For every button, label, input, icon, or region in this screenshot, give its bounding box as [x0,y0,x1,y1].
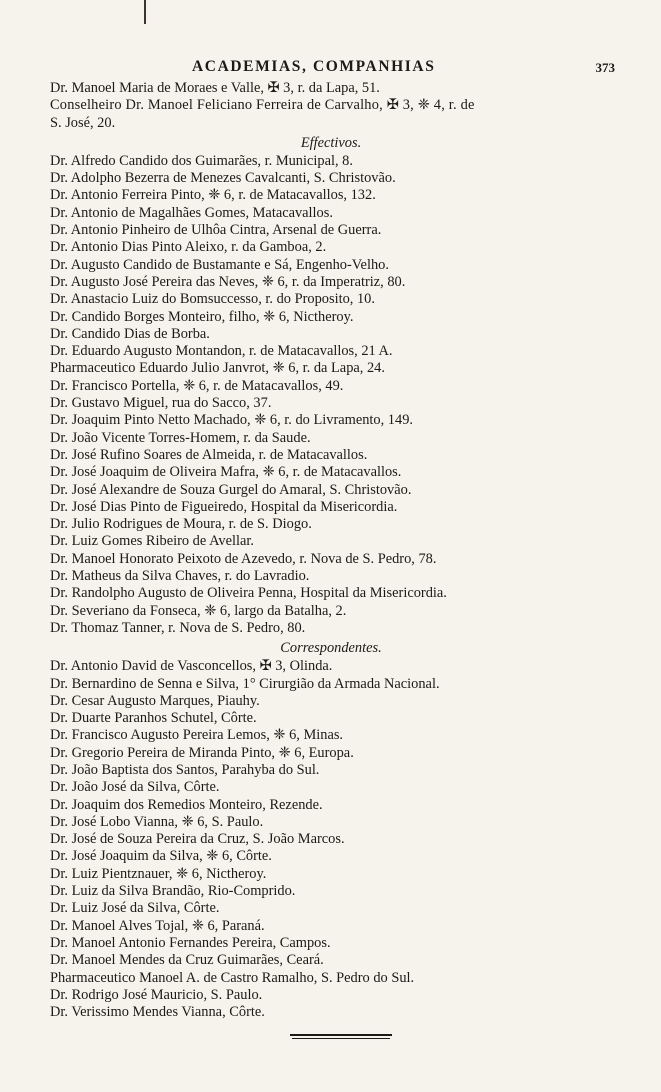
list-item: Dr. Luiz Pientznauer, ❈ 6, Nictheroy. [50,865,267,882]
list-item: Dr. João Baptista dos Santos, Parahyba do Sul. [50,761,320,778]
top-lines [50,80,612,132]
list-item: Dr. Manoel Honorato Peixoto de Azevedo, r. Nova de S. Pedro, 78. [50,550,437,567]
list-item: Dr. Manoel Antonio Fernandes Pereira, Campos. [50,934,331,951]
list-item: Dr. José Rufino Soares de Almeida, r. de Matacavallos. [50,446,368,463]
list-item: Pharmaceutico Manoel A. de Castro Ramalho, S. Pedro do Sul. [50,969,415,986]
list-item: Dr. José Joaquim da Silva, ❈ 6, Côrte. [50,848,272,865]
list-item: Dr. Alfredo Candido dos Guimarães, r. Municipal, 8. [50,152,353,169]
effectivos-list [50,153,612,637]
list-item: Dr. Luiz da Silva Brandão, Rio-Comprido. [50,883,296,900]
list-item: Dr. Antonio David de Vasconcellos, ✠ 3, Olinda. [50,658,333,675]
list-item: Dr. Luiz Gomes Ribeiro de Avellar. [50,533,254,550]
list-item: Dr. João José da Silva, Côrte. [50,779,220,796]
entry-line: S. José, 20. [50,114,116,131]
closing-rule-thin [292,1038,390,1039]
list-item: Dr. Francisco Augusto Pereira Lemos, ❈ 6, Minas. [50,727,344,744]
list-item: Dr. Antonio Ferreira Pinto, ❈ 6, r. de Matacavallos, 132. [50,187,376,204]
list-item: Dr. Cesar Augusto Marques, Piauhy. [50,692,260,709]
list-item: Dr. Matheus da Silva Chaves, r. do Lavradio. [50,568,310,585]
document-page [50,58,615,1039]
list-item: Dr. Antonio Pinheiro de Ulhôa Cintra, Arsenal de Guerra. [50,222,382,239]
closing-rule [290,1034,392,1036]
list-item: Dr. Thomaz Tanner, r. Nova de S. Pedro, 80. [50,619,306,636]
entry-line: Conselheiro Dr. Manoel Feliciano Ferreira de Carvalho, ✠ 3, ❈ 4, r. de [50,97,475,114]
list-item: Dr. José Joaquim de Oliveira Mafra, ❈ 6, r. de Matacavallos. [50,464,402,481]
list-item: Dr. José Lobo Vianna, ❈ 6, S. Paulo. [50,813,264,830]
list-item: Dr. João Vicente Torres-Homem, r. da Saude. [50,429,311,446]
list-item: Dr. Joaquim Pinto Netto Machado, ❈ 6, r. do Livramento, 149. [50,412,413,429]
entry-line: Dr. Manoel Maria de Moraes e Valle, ✠ 3, r. da Lapa, 51. [50,80,380,96]
list-item: Dr. Candido Borges Monteiro, filho, ❈ 6, Nictheroy. [50,308,354,325]
list-item: Dr. Julio Rodrigues de Moura, r. de S. Diogo. [50,516,312,533]
list-item: Dr. Bernardino de Senna e Silva, 1° Cirurgião da Armada Nacional. [50,675,440,692]
list-item: Dr. Duarte Paranhos Schutel, Côrte. [50,710,257,727]
running-title: ACADEMIAS, COMPANHIAS [192,58,436,75]
list-item: Dr. Augusto José Pereira das Neves, ❈ 6, r. da Imperatriz, 80. [50,273,406,290]
list-item: Dr. José Dias Pinto de Figueiredo, Hospital da Misericordia. [50,498,398,515]
section-heading-correspondentes: Correspondentes. [280,640,382,657]
list-item: Dr. Gregorio Pereira de Miranda Pinto, ❈ 6, Europa. [50,744,354,761]
list-item: Dr. Augusto Candido de Bustamante e Sá, Engenho-Velho. [50,256,389,273]
section-heading-effectivos: Effectivos. [300,134,362,151]
list-item: Dr. Verissimo Mendes Vianna, Côrte. [50,1004,265,1021]
list-item: Dr. Adolpho Bezerra de Menezes Cavalcanti, S. Christovão. [50,170,396,187]
list-item: Dr. Anastacio Luiz do Bomsuccesso, r. do Proposito, 10. [50,291,375,308]
list-item: Dr. Manoel Alves Tojal, ❈ 6, Paraná. [50,917,265,934]
list-item: Dr. Antonio Dias Pinto Aleixo, r. da Gamboa, 2. [50,239,327,256]
list-item: Dr. Joaquim dos Remedios Monteiro, Rezende. [50,796,323,813]
list-item: Dr. Randolpho Augusto de Oliveira Penna, Hospital da Misericordia. [50,585,447,602]
list-item: Dr. Francisco Portella, ❈ 6, r. de Matacavallos, 49. [50,377,344,394]
list-item: Dr. Eduardo Augusto Montandon, r. de Matacavallos, 21 A. [50,343,393,360]
list-item: Dr. Rodrigo José Mauricio, S. Paulo. [50,986,263,1003]
correspondentes-list [50,658,612,1021]
list-item: Dr. Candido Dias de Borba. [50,325,210,342]
list-item: Dr. José de Souza Pereira da Cruz, S. João Marcos. [50,831,345,848]
page-header [50,58,615,80]
list-item: Dr. Luiz José da Silva, Côrte. [50,900,220,917]
list-item: Dr. Severiano da Fonseca, ❈ 6, largo da Batalha, 2. [50,602,347,619]
list-item: Dr. José Alexandre de Souza Gurgel do Amaral, S. Christovão. [50,481,412,498]
list-item: Pharmaceutico Eduardo Julio Janvrot, ❈ 6, r. da Lapa, 24. [50,360,385,377]
page-number: 373 [595,60,615,75]
list-item: Dr. Antonio de Magalhães Gomes, Matacavallos. [50,204,333,221]
list-item: Dr. Manoel Mendes da Cruz Guimarães, Ceará. [50,952,324,969]
list-item: Dr. Gustavo Miguel, rua do Sacco, 37. [50,395,272,412]
binding-mark [144,0,146,24]
